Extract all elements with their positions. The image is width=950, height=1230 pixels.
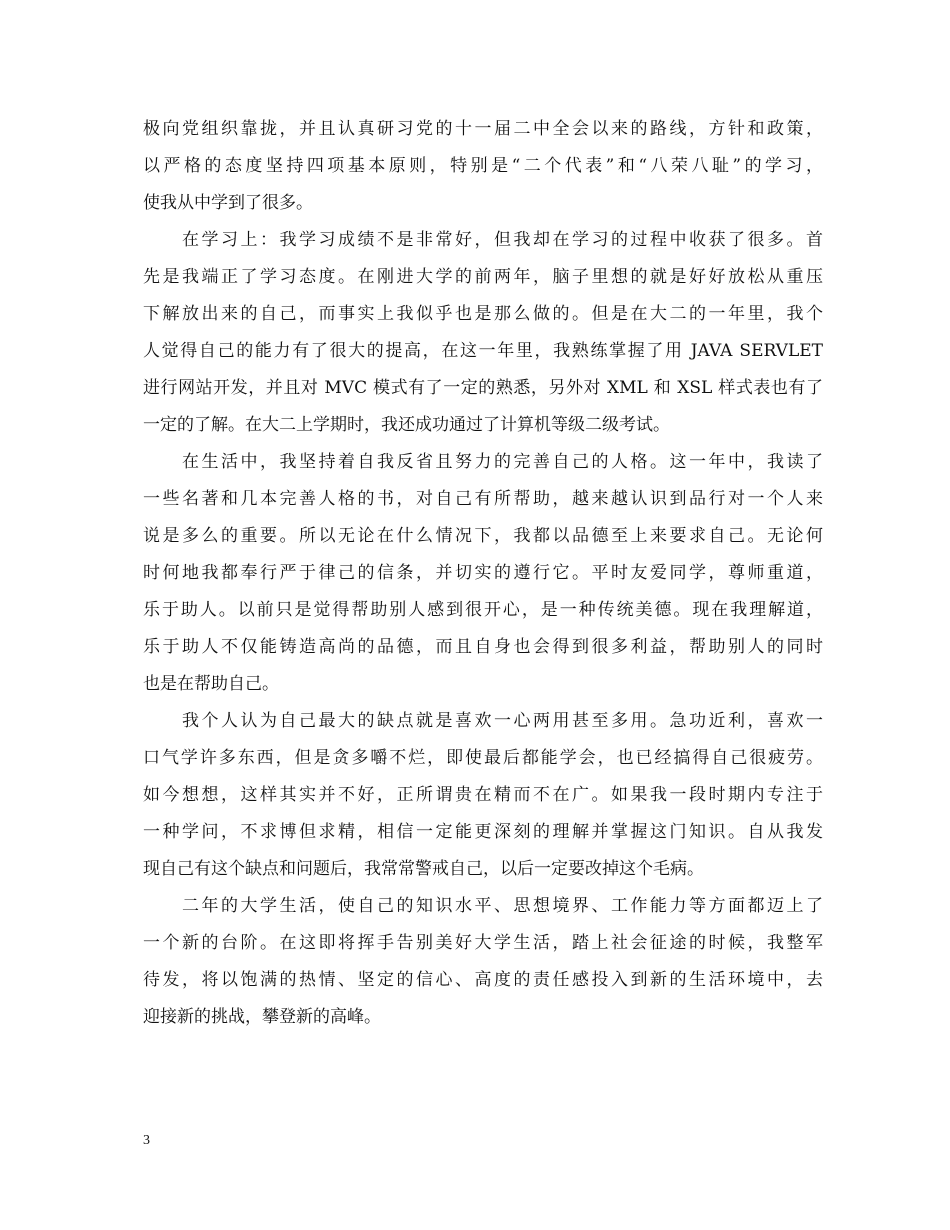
- text-line: 极向党组织靠拢，并且认真研习党的十一届二中全会以来的路线，方针和政策，: [143, 119, 823, 139]
- text-line: 现自己有这个缺点和问题后，我常常警戒自己，以后一定要改掉这个毛病。: [143, 859, 704, 879]
- text-line: 下解放出来的自己，而事实上我似乎也是那么做的。但是在大二的一年里，我个: [143, 304, 823, 324]
- text-line: 先是我端正了学习态度。在刚进大学的前两年，脑子里想的就是好好放松从重压: [143, 267, 823, 287]
- text-line: 也是在帮助自己。: [143, 674, 279, 694]
- text-line: 如今想想，这样其实并不好，正所谓贵在精而不在广。如果我一段时期内专注于: [143, 785, 823, 805]
- text-line: 迎接新的挑战，攀登新的高峰。: [143, 1007, 381, 1027]
- text-line: 在学习上：我学习成绩不是非常好，但我却在学习的过程中收获了很多。首: [143, 230, 823, 250]
- page-number: 3: [143, 1133, 150, 1148]
- text-line: 在生活中，我坚持着自我反省且努力的完善自己的人格。这一年中，我读了: [143, 452, 823, 472]
- text-line: 一定的了解。在大二上学期时，我还成功通过了计算机等级二级考试。: [143, 415, 670, 435]
- text-line: 二年的大学生活，使自己的知识水平、思想境界、工作能力等方面都迈上了: [143, 896, 823, 916]
- text-line: 使我从中学到了很多。: [143, 193, 313, 213]
- text-line: 进行网站开发，并且对 MVC 模式有了一定的熟悉，另外对 XML 和 XSL 样式表也有了: [143, 378, 823, 398]
- text-line: 时何地我都奉行严于律己的信条，并切实的遵行它。平时友爱同学，尊师重道，: [143, 563, 823, 583]
- text-line: 口气学许多东西，但是贪多嚼不烂，即使最后都能学会，也已经搞得自己很疲劳。: [143, 748, 823, 768]
- text-line: 我个人认为自己最大的缺点就是喜欢一心两用甚至多用。急功近利，喜欢一: [143, 711, 823, 731]
- text-line: 以严格的态度坚持四项基本原则，特别是“二个代表”和“八荣八耻”的学习，: [143, 156, 823, 176]
- text-line: 乐于助人不仅能铸造高尚的品德，而且自身也会得到很多利益，帮助别人的同时: [143, 637, 823, 657]
- text-line: 一种学问，不求博但求精，相信一定能更深刻的理解并掌握这门知识。自从我发: [143, 822, 823, 842]
- text-line: 一些名著和几本完善人格的书，对自己有所帮助，越来越认识到品行对一个人来: [143, 489, 823, 509]
- text-line: 待发，将以饱满的热情、坚定的信心、高度的责任感投入到新的生活环境中，去: [143, 970, 823, 990]
- text-line: 一个新的台阶。在这即将挥手告别美好大学生活，踏上社会征途的时候，我整军: [143, 933, 823, 953]
- text-line: 说是多么的重要。所以无论在什么情况下，我都以品德至上来要求自己。无论何: [143, 526, 823, 546]
- text-line: 人觉得自己的能力有了很大的提高，在这一年里，我熟练掌握了用 JAVA SERVLET: [143, 341, 823, 361]
- text-line: 乐于助人。以前只是觉得帮助别人感到很开心，是一种传统美德。现在我理解道，: [143, 600, 823, 620]
